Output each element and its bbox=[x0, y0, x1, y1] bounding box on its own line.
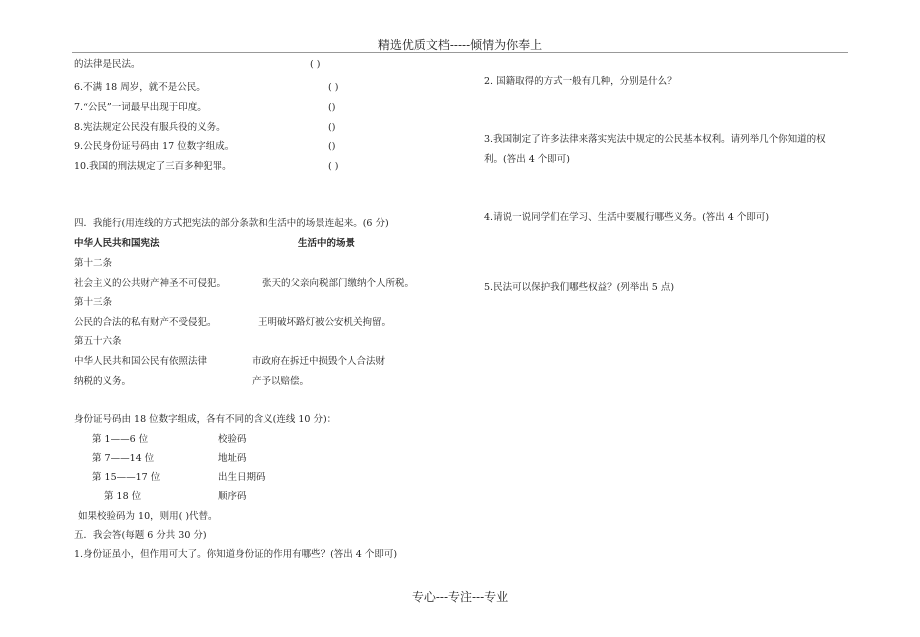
tf-item-text: 6.不满 18 周岁，就不是公民。 bbox=[74, 82, 206, 93]
id-row-meaning: 地址码 bbox=[218, 453, 247, 464]
question-3: 3.我国制定了许多法律来落实宪法中规定的公民基本权利。请列举几个你知道的权 bbox=[484, 134, 826, 145]
page-header: 精选优质文档-----倾情为你奉上 bbox=[377, 38, 543, 52]
article-text: 公民的合法的私有财产不受侵犯。 bbox=[74, 317, 217, 328]
tf-item-paren: () bbox=[328, 141, 336, 152]
article-text: 中华人民共和国公民有依照法律 bbox=[74, 356, 208, 367]
tf-item-text: 10.我国的刑法规定了三百多种犯罪。 bbox=[74, 161, 232, 172]
tf-item-paren: () bbox=[328, 122, 336, 133]
tf-item-text: 9.公民身份证号码由 17 位数字组成。 bbox=[74, 141, 235, 152]
article-name: 第十二条 bbox=[74, 258, 113, 269]
id-row-digits: 第 18 位 bbox=[104, 491, 142, 502]
id-row-digits: 第 1——6 位 bbox=[92, 434, 149, 445]
id-row-meaning: 顺序码 bbox=[218, 491, 247, 502]
column-header-scenes: 生活中的场景 bbox=[298, 238, 356, 249]
tf-item-text: 7.“公民”一词最早出现于印度。 bbox=[74, 102, 207, 113]
tf-item-paren: ( ) bbox=[310, 59, 321, 70]
section-5-title: 五．我会答(每题 6 分共 30 分) bbox=[74, 530, 207, 541]
column-header-constitution: 中华人民共和国宪法 bbox=[74, 238, 160, 249]
tf-item-text: 8.宪法规定公民没有服兵役的义务。 bbox=[74, 122, 226, 133]
question-5: 5.民法可以保护我们哪些权益？(列举出 5 点) bbox=[484, 282, 675, 293]
scene-text: 王明破坏路灯被公安机关拘留。 bbox=[258, 317, 392, 328]
tf-item-paren: ( ) bbox=[328, 82, 339, 93]
article-name: 第五十六条 bbox=[74, 336, 122, 347]
question-3-continued: 利。(答出 4 个即可) bbox=[484, 154, 570, 165]
question-2: 2. 国籍取得的方式一般有几种，分别是什么？ bbox=[484, 76, 677, 87]
article-name: 第十三条 bbox=[74, 297, 113, 308]
tf-item-paren: ( ) bbox=[328, 161, 339, 172]
scene-text: 市政府在拆迁中损毁个人合法财 bbox=[252, 356, 386, 367]
article-text-continued: 纳税的义务。 bbox=[74, 376, 132, 387]
section-4-title: 四．我能行(用连线的方式把宪法的部分条款和生活中的场景连起来。(6 分) bbox=[74, 218, 389, 229]
article-text: 社会主义的公共财产神圣不可侵犯。 bbox=[74, 278, 227, 289]
scene-text-continued: 产予以赔偿。 bbox=[252, 376, 310, 387]
id-section-title: 身份证号码由 18 位数字组成，各有不同的含义(连线 10 分)： bbox=[74, 414, 337, 425]
header-rule bbox=[72, 52, 848, 53]
question-4: 4.请说一说同学们在学习、生活中要履行哪些义务。(答出 4 个即可) bbox=[484, 212, 770, 223]
id-row-digits: 第 15——17 位 bbox=[92, 472, 161, 483]
id-row-meaning: 校验码 bbox=[218, 434, 247, 445]
id-row-digits: 第 7——14 位 bbox=[92, 453, 155, 464]
tf-item-text: 的法律是民法。 bbox=[74, 59, 141, 70]
page-footer: 专心---专注---专业 bbox=[411, 590, 509, 604]
question-1: 1.身份证虽小，但作用可大了。你知道身份证的作用有哪些？(答出 4 个即可) bbox=[74, 549, 398, 560]
id-note: 如果校验码为 10，则用( )代替。 bbox=[78, 511, 218, 522]
scene-text: 张天的父亲向税部门缴纳个人所税。 bbox=[262, 278, 415, 289]
tf-item-paren: () bbox=[328, 102, 336, 113]
id-row-meaning: 出生日期码 bbox=[218, 472, 266, 483]
